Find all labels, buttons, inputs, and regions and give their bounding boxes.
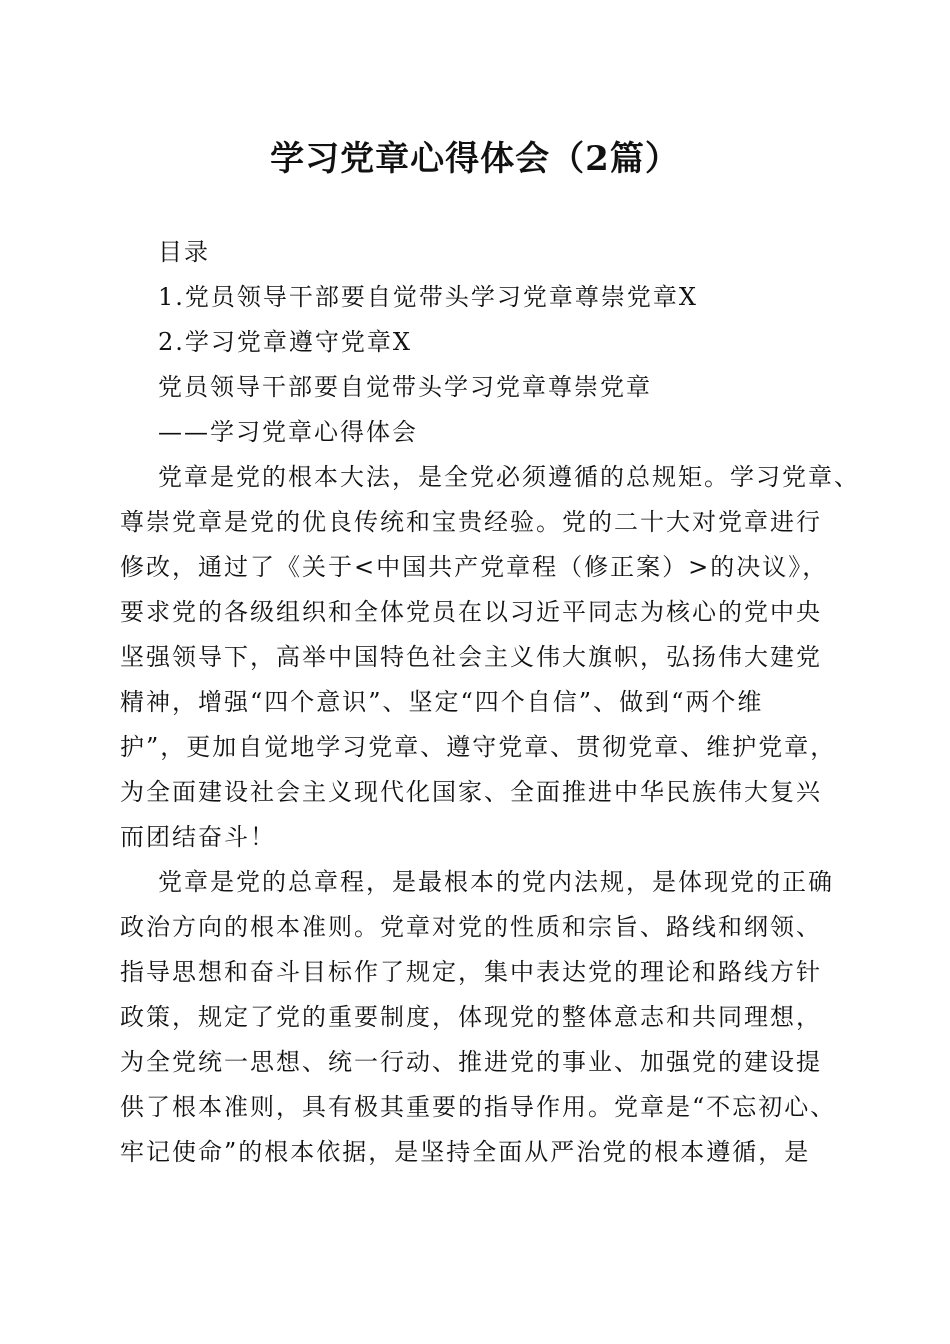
paragraph-line: 党章是党的总章程，是最根本的党内法规，是体现党的正确 bbox=[158, 868, 834, 896]
toc-item-1: 1.党员领导干部要自觉带头学习党章尊崇党章X bbox=[158, 283, 698, 311]
paragraph-line: 而团结奋斗！ bbox=[120, 823, 276, 851]
toc-heading: 目录 bbox=[158, 238, 210, 266]
paragraph-line: 护”，更加自觉地学习党章、遵守党章、贯彻党章、维护党章， bbox=[120, 733, 837, 761]
paragraph-line: 坚强领导下，高举中国特色社会主义伟大旗帜，弘扬伟大建党 bbox=[120, 643, 822, 671]
paragraph-line: 政治方向的根本准则。党章对党的性质和宗旨、路线和纲领、 bbox=[120, 913, 822, 941]
paragraph-line: 精神，增强“四个意识”、坚定“四个自信”、做到“两个维 bbox=[120, 688, 764, 716]
paragraph-line: 为全党统一思想、统一行动、推进党的事业、加强党的建设提 bbox=[120, 1048, 822, 1076]
paragraph-line: 要求党的各级组织和全体党员在以习近平同志为核心的党中央 bbox=[120, 598, 822, 626]
paragraph-line: 政策，规定了党的重要制度，体现党的整体意志和共同理想， bbox=[120, 1003, 822, 1031]
paragraph-line: 修改，通过了《关于<中国共产党章程（修正案）>的决议》， bbox=[120, 553, 829, 581]
paragraph-line: 指导思想和奋斗目标作了规定，集中表达党的理论和路线方针 bbox=[120, 958, 822, 986]
article-subtitle: ——学习党章心得体会 bbox=[158, 418, 418, 446]
paragraph-line: 尊崇党章是党的优良传统和宝贵经验。党的二十大对党章进行 bbox=[120, 508, 822, 536]
document-title: 学习党章心得体会（2篇） bbox=[270, 139, 680, 179]
paragraph-line: 党章是党的根本大法，是全党必须遵循的总规矩。学习党章、 bbox=[158, 463, 860, 491]
article-title: 党员领导干部要自觉带头学习党章尊崇党章 bbox=[158, 373, 652, 401]
paragraph-line: 为全面建设社会主义现代化国家、全面推进中华民族伟大复兴 bbox=[120, 778, 822, 806]
paragraph-line: 牢记使命”的根本依据，是坚持全面从严治党的根本遵循，是 bbox=[120, 1138, 811, 1166]
toc-item-2: 2.学习党章遵守党章X bbox=[158, 328, 412, 356]
paragraph-line: 供了根本准则，具有极其重要的指导作用。党章是“不忘初心、 bbox=[120, 1093, 837, 1121]
